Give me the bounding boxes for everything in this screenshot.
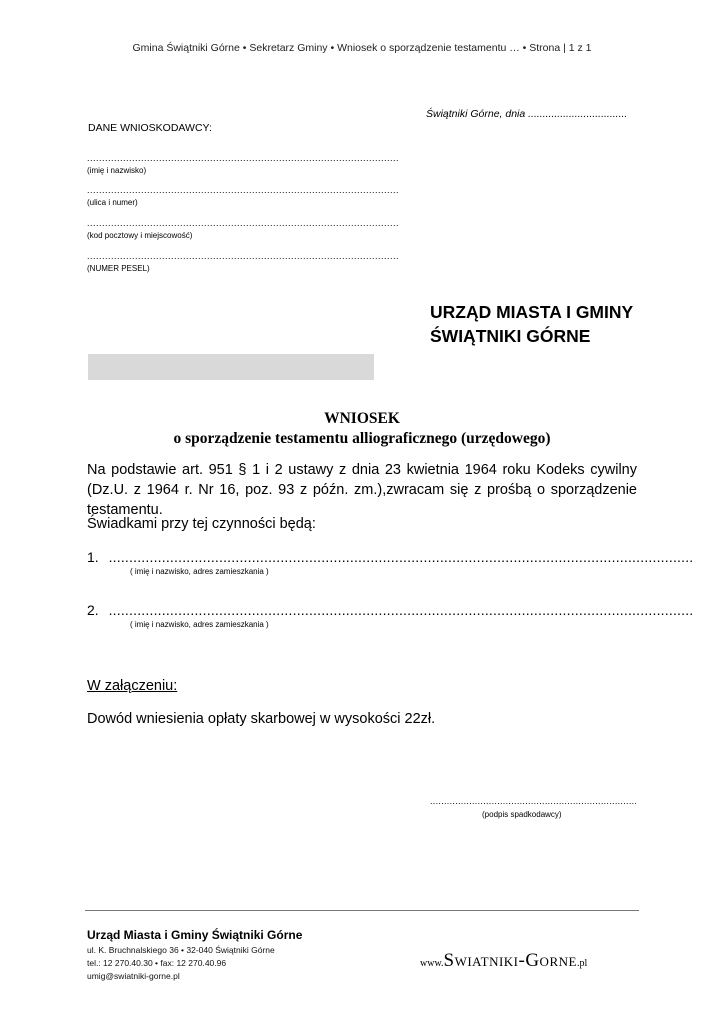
attachments-label: W załączeniu: — [87, 678, 178, 694]
applicant-street-dots: ........................................................................................................ — [87, 185, 400, 195]
witness-1-line — [87, 549, 693, 565]
footer-address: ul. K. Bruchnalskiego 36 • 32-040 Świątniki Górne — [87, 945, 275, 955]
website-logo — [420, 950, 587, 972]
signature-caption: (podpis spadkodawcy) — [482, 810, 562, 819]
footer-divider — [85, 910, 639, 911]
body-paragraph: Na podstawie art. 951 § 1 i 2 ustawy z dnia 23 kwietnia 1964 roku Kodeks cywilny (Dz.U. z 1964 r. Nr 16, poz. 93 z późn. zm.),zwracam się z prośbą o sporządzenie testamentu. — [87, 462, 637, 518]
recipient-line-2: ŚWIĄTNIKI GÓRNE — [430, 326, 591, 346]
recipient-office — [430, 300, 633, 348]
grey-field-box — [88, 354, 374, 380]
logo-main: Swiatniki-Gorne — [443, 950, 577, 971]
recipient-line-1: URZĄD MIASTA I GMINY — [430, 302, 634, 322]
applicant-street-caption: (ulica i numer) — [87, 198, 138, 207]
footer-email: umig@swiatniki-gorne.pl — [87, 971, 180, 981]
witness-2-line — [87, 602, 693, 618]
applicant-pesel-caption: (NUMER PESEL) — [87, 264, 150, 273]
running-header: Gmina Świątniki Górne • Sekretarz Gminy • Wniosek o sporządzenie testamentu … • Strona | 1 z 1 — [132, 42, 592, 54]
witness-1-caption: ( imię i nazwisko, adres zamieszkania ) — [130, 567, 269, 576]
logo-prefix: www. — [420, 958, 444, 969]
applicant-name-caption: (imię i nazwisko) — [87, 166, 147, 175]
date-line: Świątniki Górne, dnia .................................. — [426, 108, 628, 120]
attachment-item: Dowód wniesienia opłaty skarbowej w wysokości 22zł. — [87, 711, 436, 727]
applicant-postal-dots: ........................................................................................................ — [87, 218, 400, 228]
witness-2-dots: ............................................................................................................................................... — [108, 602, 694, 618]
footer-office-name: Urząd Miasta i Gminy Świątniki Górne — [87, 928, 303, 942]
signature-dots: .......................................................................... — [430, 796, 638, 806]
witness-2-number: 2. — [87, 602, 99, 618]
applicant-section-label: DANE WNIOSKODAWCY: — [88, 122, 212, 134]
logo-suffix: .pl — [576, 958, 588, 969]
witness-1-number: 1. — [87, 549, 99, 565]
applicant-postal-caption: (kod pocztowy i miejscowość) — [87, 231, 193, 240]
witnesses-intro: Świadkami przy tej czynności będą: — [87, 516, 316, 532]
applicant-pesel-dots: ........................................................................................................ — [87, 251, 400, 261]
applicant-name-dots: ........................................................................................................ — [87, 153, 400, 163]
witness-2-caption: ( imię i nazwisko, adres zamieszkania ) — [130, 620, 269, 629]
document-title: WNIOSEK — [324, 410, 400, 427]
witness-1-dots: ............................................................................................................................................... — [108, 549, 694, 565]
footer-phone: tel.: 12 270.40.30 • fax: 12 270.40.96 — [87, 958, 227, 968]
document-subtitle: o sporządzenie testamentu alliograficznego (urzędowego) — [173, 430, 551, 447]
